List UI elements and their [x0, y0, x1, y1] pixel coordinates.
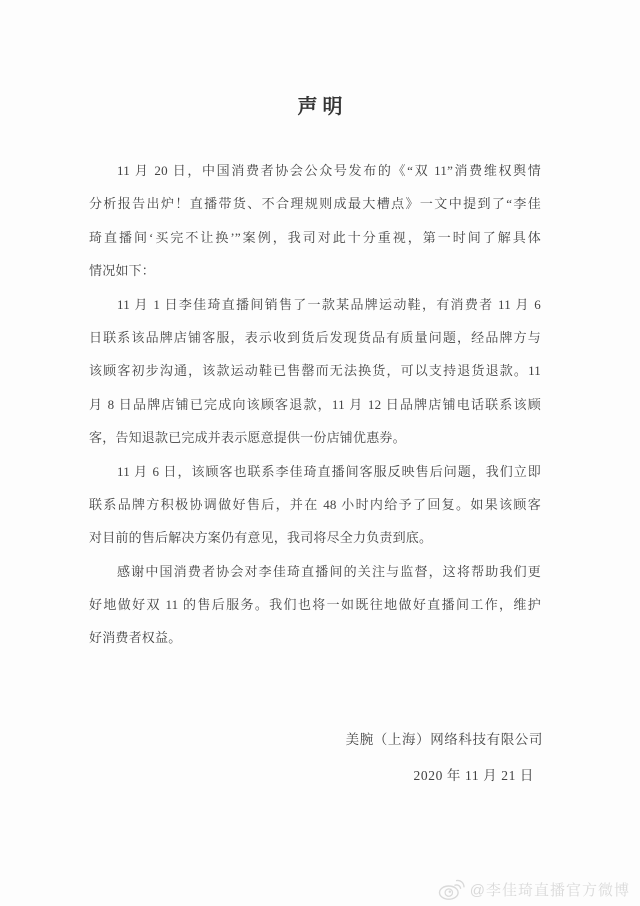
- statement-body: [89, 154, 541, 655]
- paragraph-4-line-1: 感谢中国消费者协会对李佳琦直播间的关注与监督，这将帮助我们更: [117, 563, 541, 579]
- paragraph-1-line-3: 琦直播间‘买完不让换’”案例，我司对此十分重视，第一时间了解具体: [89, 229, 541, 245]
- document-title: 声明: [297, 96, 348, 118]
- weibo-icon: [438, 878, 465, 901]
- paragraph-3-line-3: 对目前的售后解决方案仍有意见，我司将尽全力负责到底。: [89, 530, 433, 546]
- signature-block: [346, 730, 543, 786]
- paragraph-2-line-4: 月 8 日品牌店铺已完成向该顾客退款，11 月 12 日品牌店铺电话联系该顾: [89, 396, 541, 412]
- company-signature: 美腕（上海）网络科技有限公司: [345, 732, 543, 747]
- paragraph-4-line-3: 好消费者权益。: [89, 630, 182, 646]
- paragraph-1-line-4: 情况如下：: [89, 263, 156, 279]
- paragraph-4-line-2: 好地做好双 11 的售后服务。我们也将一如既往地做好直播间工作，维护: [89, 597, 541, 613]
- paragraph-3-line-2: 联系品牌方积极协调做好售后，并在 48 小时内给予了回复。如果该顾客: [89, 496, 541, 512]
- paragraph-2-line-5: 客，告知退款已完成并表示愿意提供一份店铺优惠券。: [89, 430, 406, 446]
- document-date: 2020 年 11 月 21 日: [413, 768, 534, 783]
- paragraph-2-line-1: 11 月 1 日李佳琦直播间销售了一款某品牌运动鞋，有消费者 11 月 6: [117, 296, 541, 312]
- paragraph-3-line-1: 11 月 6 日，该顾客也联系李佳琦直播间客服反映售后问题，我们立即: [117, 463, 541, 479]
- paragraph-2-line-2: 日联系该品牌店铺客服，表示收到货后发现货品有质量问题，经品牌方与: [89, 329, 541, 345]
- watermark: [438, 878, 630, 901]
- paragraph-2-line-3: 该顾客初步沟通，该款运动鞋已售罄而无法换货，可以支持退货退款。11: [89, 363, 541, 379]
- paragraph-1-line-2: 分析报告出炉！直播带货、不合理规则成最大槽点》一文中提到了“李佳: [89, 196, 541, 212]
- watermark-text: @李佳琦直播官方微博: [469, 882, 630, 899]
- paragraph-1-line-1: 11 月 20 日，中国消费者协会公众号发布的《“双 11”消费维权舆情: [117, 163, 541, 178]
